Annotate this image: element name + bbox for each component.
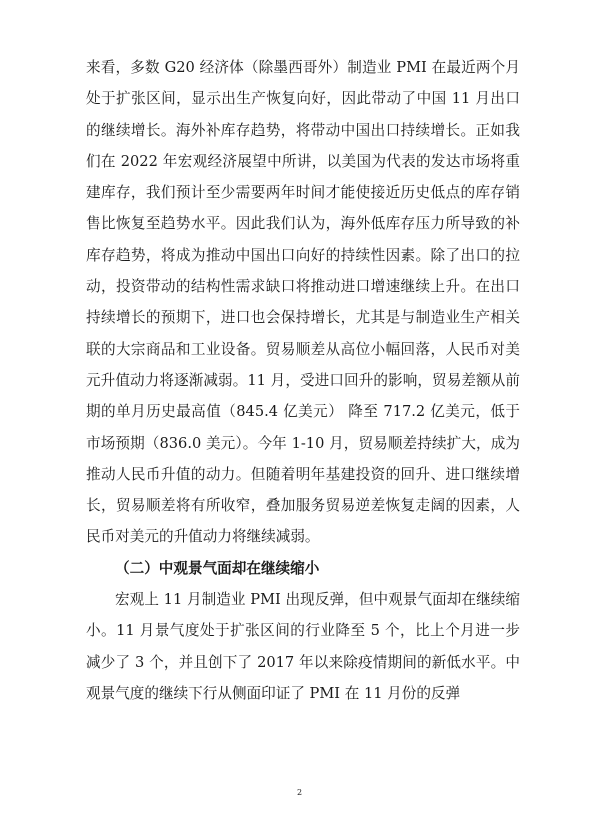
page-number: 2 bbox=[296, 788, 303, 797]
body-paragraph-trade: 来看，多数 G20 经济体（除墨西哥外）制造业 PMI 在最近两个月处于扩张区间，显示出生产恢复向好，因此带动了中国 11 月出口的继续增长。海外补库存趋势，将带动中国出口持续增长。正如我们在 2022 年宏观经济展望中所讲，以美国为代表的发达市场将重建库存，我们预计至少需要两年时间才能使接近历史低点的库存销售比恢复至趋势水平。因此我们认为，海外低库存压力所导致的补库存趋势，将成为推动中国出口向好的持续性因素。除了出口的拉动，投资带动的结构性需求缺口将推动进口增速继续上升。在出口持续增长的预期下，进口也会保持增长，尤其是与制造业生产相关联的大宗商品和工业设备。贸易顺差从高位小幅回落，人民币对美元升值动力将逐渐减弱。11 月，受进口回升的影响，贸易差额从前期的单月历史最高值（845.4 亿美元） 降至 717.2 亿美元，低于市场预期（836.0 美元）。今年 1-10 月，贸易顺差持续扩大，成为推动人民币升值的动力。但随着明年基建投资的回升、进口继续增长，贸易顺差将有所收窄，叠加服务贸易逆差恢复走阔的因素，人民币对美元的升值动力将继续减弱。 bbox=[86, 59, 520, 546]
body-paragraph-meso: 宏观上 11 月制造业 PMI 出现反弹，但中观景气面却在继续缩小。11 月景气度处于扩张区间的行业降至 5 个，比上个月进一步减少了 3 个，并且创下了 2017 年以来除疫情期间的新低水平。中观景气度的继续下行从侧面印证了 PMI 在 11 月份的反弹 bbox=[86, 591, 520, 702]
page-content bbox=[86, 52, 520, 709]
section-heading: （二）中观景气面却在继续缩小 bbox=[115, 559, 320, 577]
